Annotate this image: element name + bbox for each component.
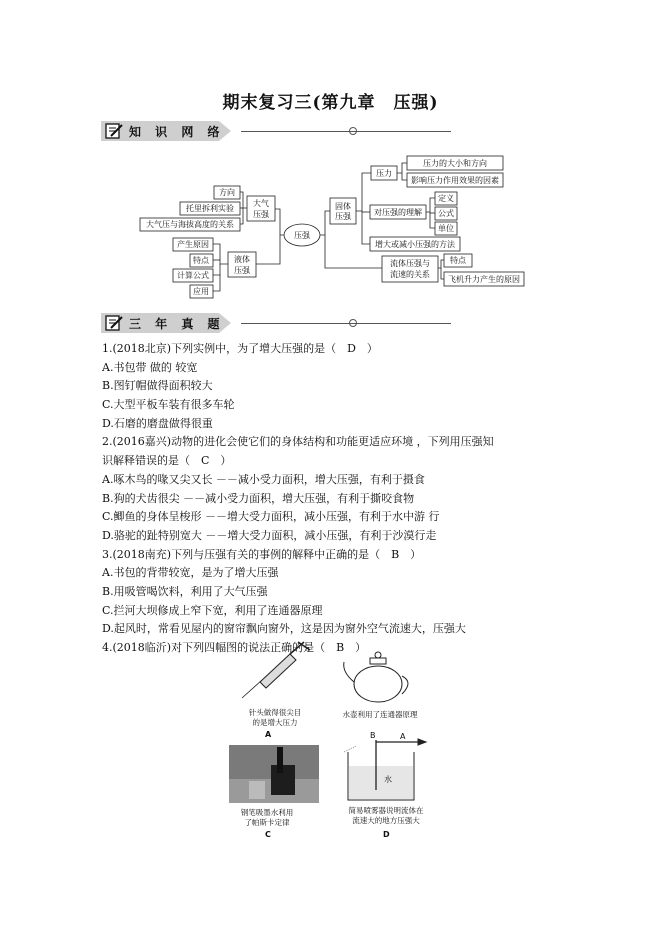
sprayer-label-water: 水: [384, 775, 392, 784]
caption-line: 了帕斯卡定律: [244, 818, 290, 827]
mindmap-understanding: 对压强的理解: [374, 208, 422, 217]
mindmap-und-0: 定义: [438, 194, 454, 203]
question-line: A.书包带 做的 较宽: [102, 360, 198, 374]
caption-line: 的是增大压力: [252, 718, 298, 727]
mindmap-liquid-item-1: 特点: [193, 256, 209, 265]
question-line: A.啄木鸟的喙又尖又长 －－减小受力面积，增大压强，有利于摄食: [102, 472, 425, 486]
mindmap-pf-0: 压力的大小和方向: [423, 159, 487, 168]
figure-b-caption: 水壶利用了连通器原理: [342, 710, 418, 719]
mindmap-liquid-item-2: 计算公式: [177, 271, 209, 280]
figure-a-letter: A: [265, 730, 272, 739]
mindmap-und-2: 单位: [438, 224, 454, 233]
mindmap-liquid-item-0: 产生原因: [177, 240, 209, 249]
question-line: B.狗的犬齿很尖 －－减小受力面积，增大压强，有利于撕咬食物: [102, 491, 415, 505]
mindmap-atmos-item-2: 大气压与海拔高度的关系: [146, 220, 234, 229]
question-line: C.大型平板车装有很多车轮: [102, 398, 235, 412]
pen-note-icon: [104, 314, 124, 332]
mindmap-und-1: 公式: [438, 209, 454, 218]
question-line: B.图钉帽做得面积较大: [102, 379, 213, 393]
page-title: 期末复习三(第九章 压强): [222, 93, 439, 113]
figure-d-letter: D: [383, 830, 390, 839]
mindmap-atmos-1: 大气: [253, 199, 269, 208]
mindmap-atmos-item-0: 方向: [219, 188, 235, 197]
mindmap-liquid-1: 液体: [234, 255, 250, 264]
question-line: D.起风时，常看见屋内的窗帘飘向窗外，这是因为窗外空气流速大，压强大: [102, 622, 466, 636]
sprayer-diagram: [340, 730, 430, 802]
caption-line: 简易喷雾器说明流体在: [348, 806, 424, 815]
question-line: A.书包的背带较宽，是为了增大压强: [102, 566, 279, 580]
question-line: 1.(2018北京)下列实例中，为了增大压强的是（ D ）: [102, 342, 378, 355]
ink-pen-photo: [229, 745, 319, 803]
caption-line: 钢笔吸墨水利用: [240, 808, 294, 817]
sprayer-label-b: B: [370, 731, 376, 740]
mindmap-pf-1: 影响压力作用效果的因素: [411, 176, 499, 185]
sprayer-label-a: A: [400, 732, 406, 741]
mindmap-fluid-2: 流速的关系: [390, 270, 430, 279]
question-line: 2.(2016嘉兴)动物的进化会使它们的身体结构和功能更适应环境 ，下列用压强知: [102, 435, 494, 449]
figure-a-caption: [240, 708, 310, 728]
mindmap-pressure: 压力: [376, 169, 392, 178]
figure-d-caption: [336, 806, 436, 826]
question-line: 3.(2018南充)下列与压强有关的事例的解释中正确的是（ B ）: [102, 547, 422, 561]
question-list: [102, 340, 572, 658]
question-line: D.石磨的磨盘做得很重: [102, 416, 213, 430]
question-line: B.用吸管喝饮料，利用了大气压强: [102, 584, 268, 598]
mindmap-solid-2: 压强: [335, 212, 351, 221]
teapot-figure: [340, 648, 416, 708]
mindmap-fluid-item-1: 飞机升力产生的原因: [448, 275, 520, 284]
section-header-exams: [101, 313, 363, 333]
mindmap-atmos-item-1: 托里拆利实验: [186, 204, 234, 213]
mindmap-solid-1: 固体: [335, 202, 351, 211]
figure-c-letter: C: [265, 830, 271, 839]
question-line: D.骆驼的趾特别宽大 －－增大受力面积，减小压强，有利于沙漠行走: [102, 528, 437, 542]
caption-line: 流速大的地方压强大: [352, 816, 420, 825]
question-line: 识解释错误的是（ C ）: [102, 454, 232, 468]
mindmap-change: 增大或减小压强的方法: [375, 240, 455, 249]
question-line: C.拦河大坝修成上窄下宽，利用了连通器原理: [102, 603, 323, 617]
mindmap-atmos-2: 压强: [253, 210, 269, 219]
figure-c-caption: [232, 808, 302, 828]
question-line: C.鲫鱼的身体呈梭形 －－增大受力面积，减小压强，有利于水中游 行: [102, 510, 440, 524]
mindmap-liquid-2: 压强: [234, 266, 250, 275]
section-title: 三 年 真 题: [129, 317, 225, 331]
knowledge-mindmap: [0, 0, 661, 300]
question-line: 4.(2018临沂)对下列四幅图的说法正确的是（ B ）: [102, 641, 367, 654]
syringe-figure: [232, 640, 322, 702]
mindmap-liquid-item-3: 应用: [193, 287, 209, 296]
caption-line: 针头做得很尖目: [248, 708, 302, 717]
mindmap-center: 压强: [294, 231, 310, 240]
mindmap-fluid-1: 流体压强与: [390, 259, 430, 268]
mindmap-fluid-item-0: 特点: [450, 256, 466, 265]
section-title: 知 识 网 络: [129, 125, 225, 139]
